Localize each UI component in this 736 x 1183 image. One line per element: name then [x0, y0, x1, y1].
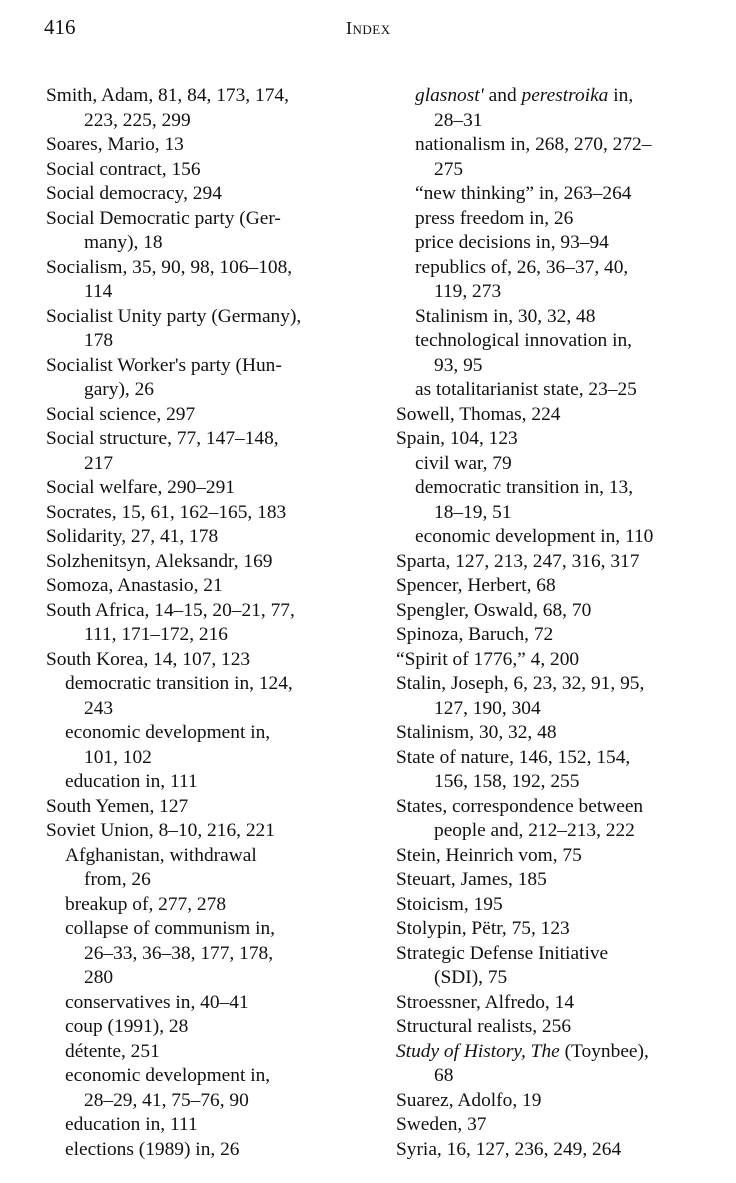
entry-text: 68 — [434, 1065, 454, 1086]
index-entry — [396, 721, 716, 746]
index-continuation — [396, 697, 716, 722]
index-subentry — [46, 672, 376, 697]
entry-text: State of nature, 146, 152, 154, — [396, 746, 631, 768]
index-subentry — [396, 476, 716, 501]
entry-text: 114 — [84, 281, 113, 302]
index-entry — [46, 525, 376, 550]
entry-text: South Yemen, 127 — [46, 795, 189, 817]
index-subentry — [46, 1040, 376, 1065]
index-continuation — [46, 329, 376, 354]
entry-text: 243 — [84, 697, 114, 719]
entry-text: South Korea, 14, 107, 123 — [46, 648, 251, 670]
index-continuation — [396, 966, 716, 991]
entry-text: democratic transition in, 124, — [65, 673, 293, 694]
entry-text: 156, 158, 192, 255 — [434, 771, 580, 792]
index-entry — [46, 819, 376, 844]
entry-text: gary), 26 — [84, 379, 154, 400]
index-entry — [396, 795, 716, 820]
index-subentry — [396, 378, 716, 403]
index-continuation — [46, 109, 376, 134]
entry-text: 26–33, 36–38, 177, 178, — [84, 942, 274, 964]
index-entry — [46, 574, 376, 599]
index-entry — [46, 599, 376, 624]
entry-text: Solidarity, 27, 41, 178 — [46, 526, 219, 547]
entry-text: democratic transition in, 13, — [415, 477, 634, 498]
entry-text: Soviet Union, 8–10, 216, 221 — [46, 820, 275, 841]
index-subentry — [396, 305, 716, 330]
index-continuation — [46, 280, 376, 305]
index-entry — [396, 672, 716, 697]
index-subentry — [46, 770, 376, 795]
index-entry — [396, 917, 716, 942]
index-subentry — [46, 893, 376, 918]
index-entry — [46, 84, 376, 109]
index-entry — [46, 133, 376, 158]
index-continuation — [46, 697, 376, 722]
entry-text: education in, 111 — [65, 1114, 198, 1135]
entry-text: Stalinism in, 30, 32, 48 — [415, 305, 596, 327]
index-entry — [396, 599, 716, 624]
entry-text: people and, 212–213, 222 — [434, 820, 635, 841]
entry-text: Sparta, 127, 213, 247, 316, 317 — [396, 550, 640, 572]
index-entry — [396, 550, 716, 575]
entry-text: conservatives in, 40–41 — [65, 991, 249, 1013]
index-entry — [46, 501, 376, 526]
entry-text: Stalinism, 30, 32, 48 — [396, 722, 557, 743]
index-entry — [46, 795, 376, 820]
index-entry — [396, 868, 716, 893]
entry-text: 275 — [434, 158, 464, 180]
entry-text: Spengler, Oswald, 68, 70 — [396, 599, 592, 621]
entry-text: “Spirit of 1776,” 4, 200 — [396, 648, 580, 670]
index-subentry — [46, 1015, 376, 1040]
index-entry — [396, 427, 716, 452]
entry-text: Socialist Unity party (Germany), — [46, 305, 302, 327]
index-continuation — [396, 501, 716, 526]
index-entry — [46, 305, 376, 330]
entry-text: Socialist Worker's party (Hun- — [46, 354, 282, 376]
running-head: Index — [346, 18, 391, 38]
entry-text: détente, 251 — [65, 1040, 160, 1062]
entry-text: 28–29, 41, 75–76, 90 — [84, 1089, 249, 1111]
index-subentry — [46, 917, 376, 942]
entry-text: 127, 190, 304 — [434, 697, 541, 719]
index-subentry — [396, 133, 716, 158]
entry-text: 18–19, 51 — [434, 501, 512, 523]
entry-text: many), 18 — [84, 232, 163, 253]
entry-text: 178 — [84, 330, 114, 351]
entry-text: 280 — [84, 967, 114, 988]
entry-text: Structural realists, 256 — [396, 1016, 572, 1037]
index-continuation — [396, 158, 716, 183]
index-subentry — [396, 452, 716, 477]
index-continuation — [46, 452, 376, 477]
entry-text: States, correspondence between — [396, 795, 644, 817]
entry-text: education in, 111 — [65, 771, 198, 792]
entry-text: republics of, 26, 36–37, 40, — [415, 256, 629, 278]
entry-text: 101, 102 — [84, 746, 152, 768]
index-continuation — [46, 942, 376, 967]
index-continuation — [46, 746, 376, 771]
entry-text: Stalin, Joseph, 6, 23, 32, 91, 95, — [396, 673, 645, 694]
entry-text: collapse of communism in, — [65, 918, 276, 939]
entry-text: civil war, 79 — [415, 452, 512, 474]
index-subentry — [46, 844, 376, 869]
entry-text: Social Democratic party (Ger- — [46, 207, 281, 229]
index-subentry — [396, 525, 716, 550]
index-subentry — [396, 84, 716, 109]
index-entry — [396, 1089, 716, 1114]
entry-text: from, 26 — [84, 869, 151, 890]
entry-text: glasnost' — [415, 85, 484, 106]
entry-text: “new thinking” in, 263–264 — [415, 183, 632, 204]
entry-text: (Toynbee), — [559, 1040, 649, 1062]
index-entry — [396, 991, 716, 1016]
index-subentry — [46, 1113, 376, 1138]
entry-text: 28–31 — [434, 109, 483, 131]
index-entry — [396, 403, 716, 428]
entry-text: economic development in, — [65, 1065, 271, 1086]
index-continuation — [396, 819, 716, 844]
index-entry — [46, 550, 376, 575]
entry-text: (SDI), 75 — [434, 967, 508, 988]
entry-text: Social welfare, 290–291 — [46, 477, 236, 498]
index-continuation — [46, 231, 376, 256]
entry-text: Somoza, Anastasio, 21 — [46, 575, 223, 596]
index-continuation — [396, 1064, 716, 1089]
index-entry — [46, 207, 376, 232]
entry-text: Socrates, 15, 61, 162–165, 183 — [46, 501, 287, 523]
entry-text: Social democracy, 294 — [46, 183, 222, 204]
index-entry — [46, 158, 376, 183]
entry-text: Spinoza, Baruch, 72 — [396, 624, 554, 645]
index-continuation — [396, 354, 716, 379]
entry-text: Sweden, 37 — [396, 1114, 487, 1135]
index-subentry — [46, 721, 376, 746]
entry-text: Spencer, Herbert, 68 — [396, 575, 556, 596]
entry-text: Social science, 297 — [46, 403, 196, 425]
entry-text: Suarez, Adolfo, 19 — [396, 1089, 542, 1111]
entry-text: Afghanistan, withdrawal — [65, 844, 257, 866]
entry-text: Study of History, The — [396, 1040, 560, 1062]
index-subentry — [46, 1064, 376, 1089]
index-continuation — [46, 966, 376, 991]
index-entry — [396, 893, 716, 918]
index-entry — [46, 354, 376, 379]
index-entry — [396, 623, 716, 648]
index-entry — [46, 403, 376, 428]
index-subentry — [46, 1138, 376, 1163]
index-subentry — [46, 991, 376, 1016]
entry-text: Stoicism, 195 — [396, 893, 503, 915]
entry-text: Syria, 16, 127, 236, 249, 264 — [396, 1138, 622, 1160]
entry-text: price decisions in, 93–94 — [415, 232, 609, 253]
index-entry — [396, 1113, 716, 1138]
index-continuation — [46, 623, 376, 648]
index-entry — [396, 648, 716, 673]
index-column-right — [396, 84, 716, 1162]
index-entry — [396, 844, 716, 869]
index-subentry — [396, 207, 716, 232]
entry-text: and — [483, 85, 522, 106]
index-continuation — [46, 1089, 376, 1114]
index-subentry — [396, 182, 716, 207]
entry-text: 119, 273 — [434, 281, 502, 302]
entry-text: Stroessner, Alfredo, 14 — [396, 991, 575, 1013]
entry-text: Soares, Mario, 13 — [46, 134, 184, 155]
entry-text: economic development in, — [65, 722, 271, 743]
index-subentry — [396, 231, 716, 256]
entry-text: breakup of, 277, 278 — [65, 893, 227, 915]
index-subentry — [396, 329, 716, 354]
entry-text: elections (1989) in, 26 — [65, 1138, 240, 1160]
index-continuation — [46, 378, 376, 403]
entry-text: Smith, Adam, 81, 84, 173, 174, — [46, 85, 289, 106]
entry-text: Strategic Defense Initiative — [396, 942, 609, 964]
index-continuation — [396, 770, 716, 795]
entry-text: Socialism, 35, 90, 98, 106–108, — [46, 256, 293, 278]
entry-text: Spain, 104, 123 — [396, 428, 518, 449]
entry-text: press freedom in, 26 — [415, 207, 574, 229]
index-column-left — [46, 84, 376, 1162]
entry-text: perestroika — [521, 85, 609, 106]
index-entry — [46, 476, 376, 501]
entry-text: Social structure, 77, 147–148, — [46, 428, 279, 449]
index-entry — [396, 1040, 716, 1065]
entry-text: Steuart, James, 185 — [396, 869, 547, 890]
entry-text: as totalitarianist state, 23–25 — [415, 379, 637, 400]
entry-text: South Africa, 14–15, 20–21, 77, — [46, 599, 295, 621]
index-entry — [396, 746, 716, 771]
entry-text: coup (1991), 28 — [65, 1016, 189, 1037]
index-entry — [396, 574, 716, 599]
entry-text: in, — [608, 85, 634, 106]
index-entry — [46, 256, 376, 281]
page-number: 416 — [44, 15, 76, 39]
entry-text: economic development in, 110 — [415, 526, 654, 547]
index-entry — [396, 942, 716, 967]
entry-text: Stolypin, Pëtr, 75, 123 — [396, 918, 570, 939]
entry-text: technological innovation in, — [415, 330, 633, 351]
index-entry — [396, 1138, 716, 1163]
entry-text: Sowell, Thomas, 224 — [396, 403, 561, 425]
index-continuation — [46, 868, 376, 893]
index-entry — [396, 1015, 716, 1040]
entry-text: nationalism in, 268, 270, 272– — [415, 134, 652, 155]
entry-text: 217 — [84, 452, 114, 474]
entry-text: 111, 171–172, 216 — [84, 624, 228, 645]
entry-text: 93, 95 — [434, 354, 483, 376]
entry-text: Stein, Heinrich vom, 75 — [396, 844, 582, 866]
index-continuation — [396, 280, 716, 305]
index-entry — [46, 182, 376, 207]
index-continuation — [396, 109, 716, 134]
entry-text: Social contract, 156 — [46, 158, 201, 180]
entry-text: 223, 225, 299 — [84, 109, 191, 131]
index-entry — [46, 648, 376, 673]
index-subentry — [396, 256, 716, 281]
index-entry — [46, 427, 376, 452]
entry-text: Solzhenitsyn, Aleksandr, 169 — [46, 550, 273, 572]
